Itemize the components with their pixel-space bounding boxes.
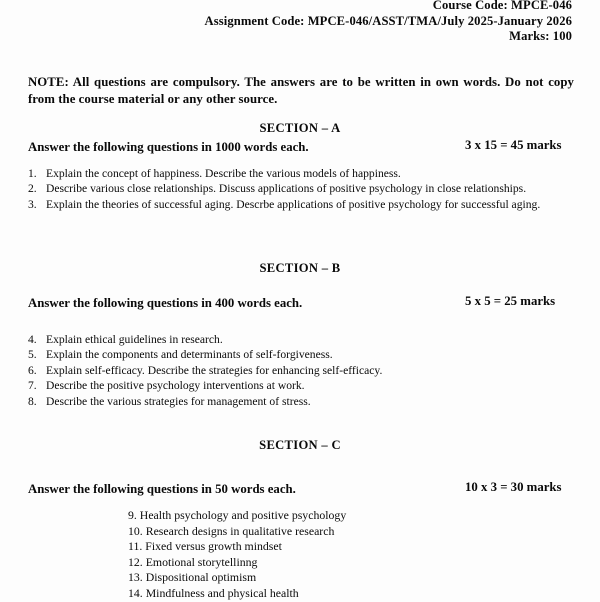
section-c-marks: 10 x 3 = 30 marks [465,480,562,494]
question-number: 8. [28,394,37,408]
section-a-question-list [28,166,572,212]
course-code-line: Course Code: MPCE-046 [432,0,572,12]
section-c-question-list [128,508,572,602]
question-text: Describe the various strategies for management of stress. [46,394,311,408]
section-a-instruction: Answer the following questions in 1000 words each. [28,140,309,154]
question-number: 3. [28,197,37,211]
question-item: 14. Mindfulness and physical health [128,585,299,600]
question-item [28,166,572,181]
question-text: Explain ethical guidelines in research. [46,333,223,346]
question-number: 1. [28,167,37,180]
section-b-instruction-row [28,294,572,312]
question-item [28,394,572,409]
question-item [28,378,572,393]
section-c-instruction: Answer the following questions in 50 words each. [28,482,296,496]
question-item: 12. Emotional storytellinng [128,554,258,569]
assignment-code-line: Assignment Code: MPCE-046/ASST/TMA/July 2025-January 2026 [204,13,572,28]
question-item: 10. Research designs in qualitative research [128,523,335,538]
question-text: Explain the components and determinants of self-forgiveness. [46,348,333,362]
question-number: 2. [28,182,37,196]
section-a-heading: SECTION – A [259,121,341,135]
question-item: 13. Dispositional optimism [128,570,257,585]
question-text: Describe the positive psychology interventions at work. [46,379,305,393]
question-text: Explain self-efficacy. Describe the strategies for enhancing self-efficacy. [46,363,383,377]
section-b-marks: 5 x 5 = 25 marks [465,294,556,308]
question-item [28,197,572,212]
question-item: 9. Health psychology and positive psychology [128,508,347,522]
section-b-question-list [28,332,572,409]
question-item [28,347,572,362]
marks-total-line: Marks: 100 [509,29,572,43]
question-text: Explain the theories of successful aging. Descrbe applications of positive psychology for successful aging. [46,197,541,211]
section-c-instruction-row [28,480,572,498]
question-item [28,363,572,378]
section-a-instruction-row [28,138,572,156]
question-item: 11. Fixed versus growth mindset [128,539,282,554]
section-b-heading: SECTION – B [259,261,341,275]
section-b-instruction: Answer the following questions in 400 words each. [28,296,303,310]
document-header [28,0,572,45]
question-number: 6. [28,363,37,377]
question-number: 7. [28,379,37,393]
question-text: Explain the concept of happiness. Describe the various models of happiness. [46,167,401,180]
section-c-heading: SECTION – C [259,438,341,452]
question-item [28,332,572,347]
section-a-marks: 3 x 15 = 45 marks [465,138,562,152]
question-item [28,181,572,196]
question-number: 5. [28,348,37,362]
question-text: Describe various close relationships. Discuss applications of positive psychology in close relationships. [46,182,527,196]
note-paragraph: NOTE: All questions are compulsory. The answers are to be written in own words. Do not copy from the course material or any other source. [28,75,574,106]
question-number: 4. [28,333,37,346]
